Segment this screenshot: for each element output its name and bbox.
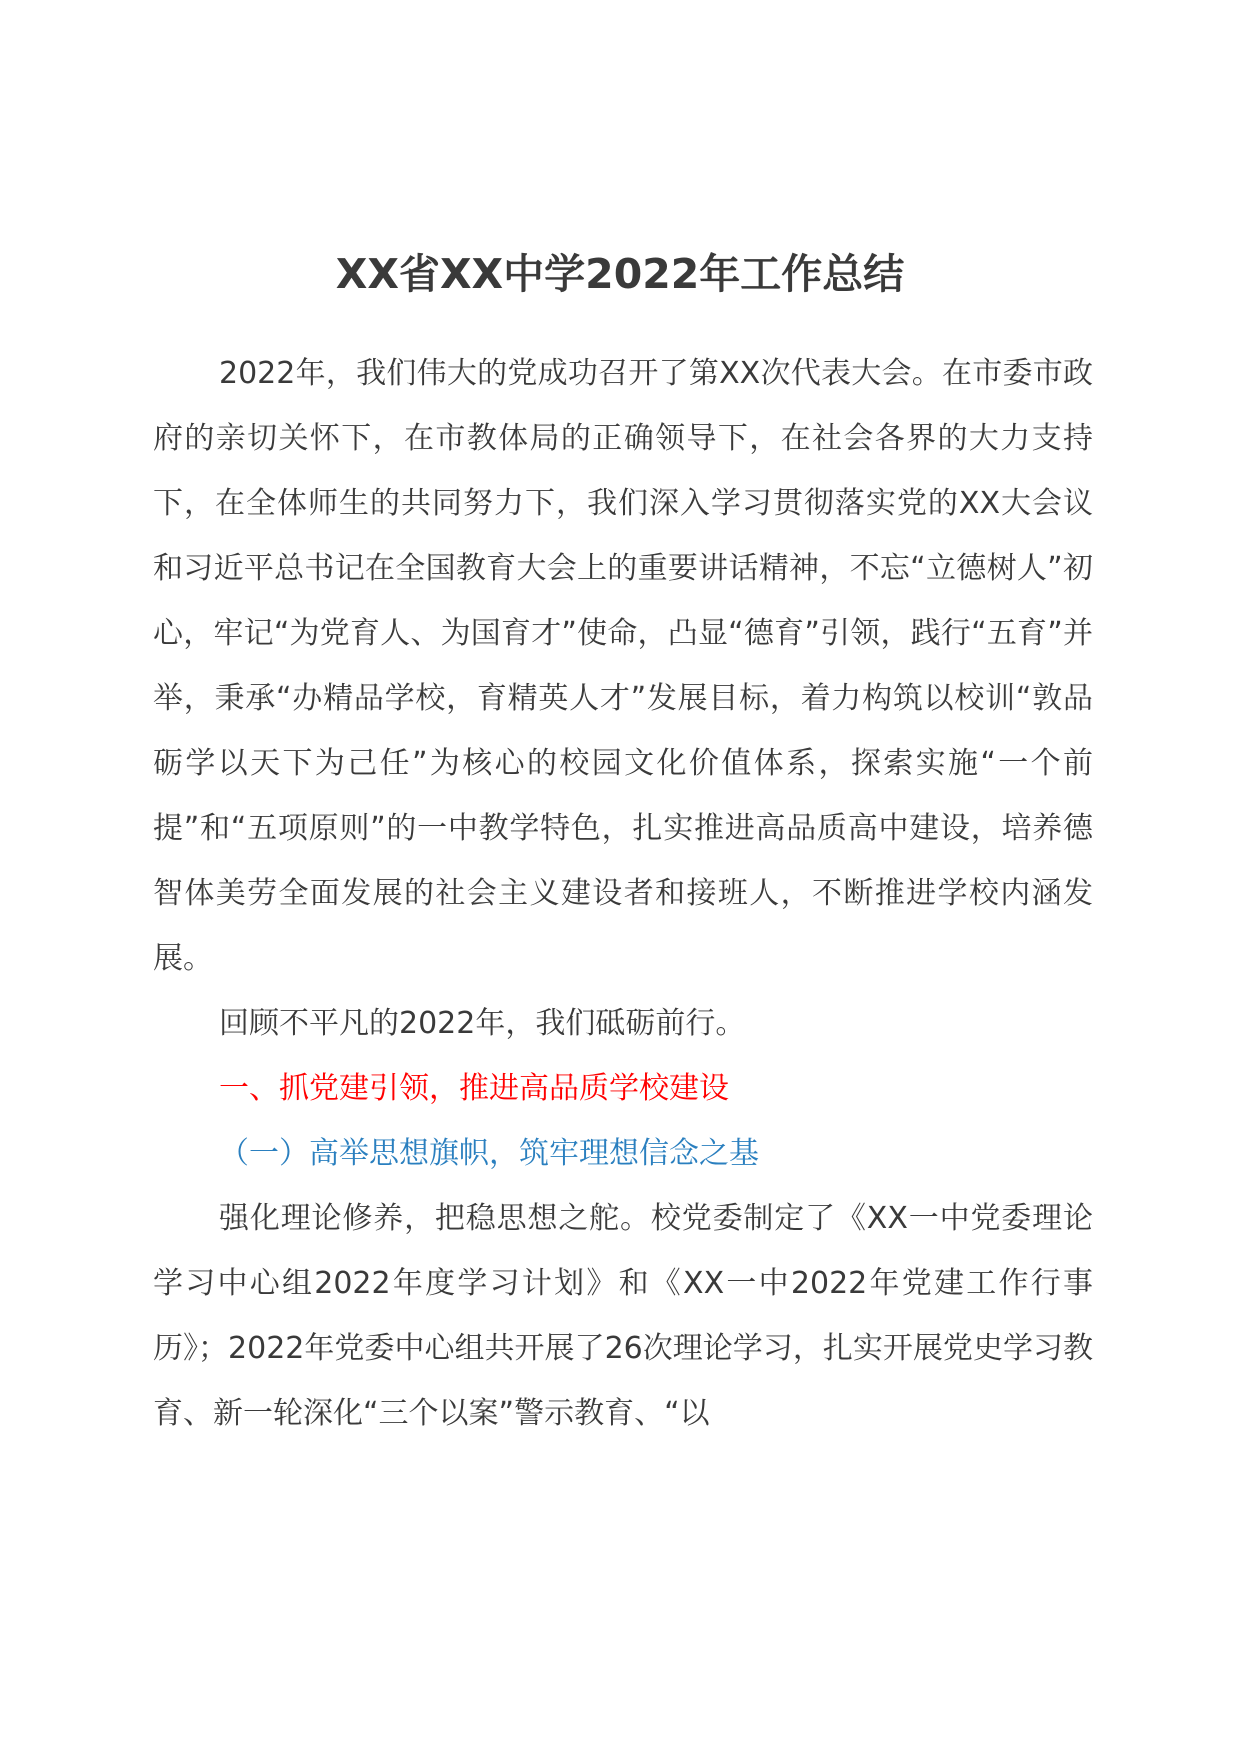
review-paragraph: 回顾不平凡的2022年，我们砥砺前行。 [219, 1006, 746, 1041]
section-paragraph: 强化理论修养，把稳思想之舵。校党委制定了《XX一中党委理论学习中心组2022年度学习计划》和《XX一中2022年党建工作行事历》；2022年党委中心组共开展了26次理论学习，扎实开展党史学习教育、新一轮深化“三个以案”警示教育、“以 [153, 1201, 1093, 1431]
document-body [153, 341, 1093, 1446]
section-heading: 一、抓党建引领，推进高品质学校建设 [219, 1071, 729, 1106]
document-title: XX省XX中学2022年工作总结 [335, 250, 905, 298]
intro-paragraph: 2022年，我们伟大的党成功召开了第XX次代表大会。在市委市政府的亲切关怀下，在市教体局的正确领导下，在社会各界的大力支持下，在全体师生的共同努力下，我们深入学习贯彻落实党的XX大会议和习近平总书记在全国教育大会上的重要讲话精神，不忘“立德树人”初心，牢记“为党育人、为国育才”使命，凸显“德育”引领，践行“五育”并举，秉承“办精品学校，育精英人才”发展目标，着力构筑以校训“敦品砺学以天下为己任”为核心的校园文化价值体系，探索实施“一个前提”和“五项原则”的一中教学特色，扎实推进高品质高中建设，培养德智体美劳全面发展的社会主义建设者和接班人，不断推进学校内涵发展。 [153, 356, 1093, 976]
subsection-heading: （一）高举思想旗帜，筑牢理想信念之基 [219, 1136, 759, 1171]
